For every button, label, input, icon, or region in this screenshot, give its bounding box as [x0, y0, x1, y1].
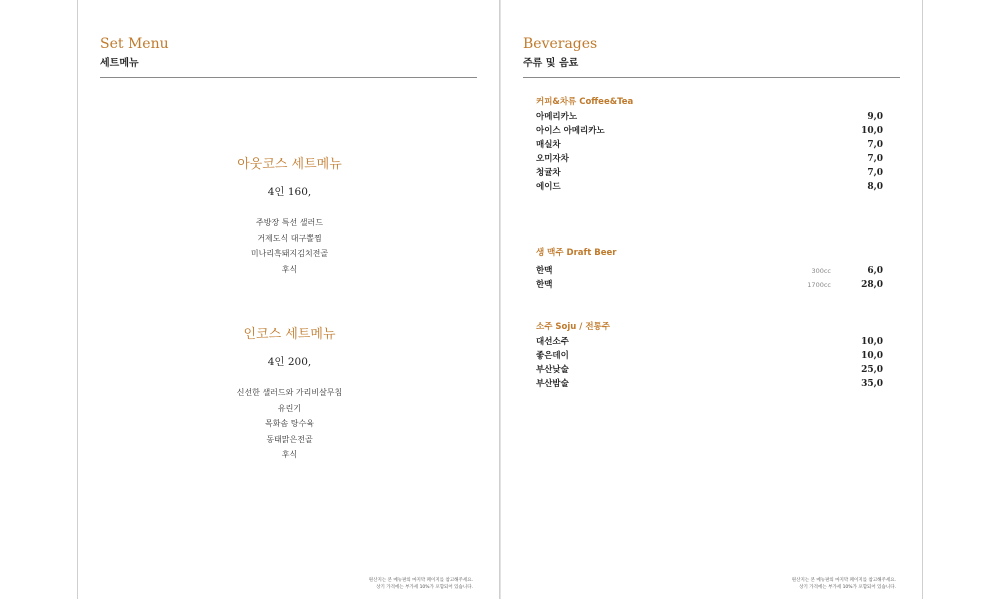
menu-item	[536, 110, 883, 124]
footnote-line: 상기 가격에는 부가세 10%가 포함되어 있습니다.	[799, 584, 896, 590]
footnote-line: 원산지는 본 메뉴판의 마지막 페이지를 참고해주세요.	[368, 578, 473, 583]
menu-item	[536, 152, 883, 166]
item-price: 10,0	[861, 126, 883, 136]
beverages-subtitle: 주류 및 음료	[523, 58, 579, 69]
item-price: 7,0	[867, 168, 883, 178]
header-divider	[523, 77, 900, 78]
menu-item	[536, 166, 883, 180]
set-incourse	[78, 323, 501, 463]
menu-item	[536, 377, 883, 391]
set-item: 후식	[281, 450, 298, 459]
set-item: 주방장 특선 샐러드	[256, 218, 323, 227]
footnote-line: 상기 가격에는 부가세 10%가 포함되어 있습니다.	[376, 584, 473, 590]
item-price: 35,0	[861, 379, 883, 389]
item-name: 부산낮술	[536, 365, 569, 375]
item-name: 오미자차	[536, 154, 569, 164]
item-name: 에이드	[536, 182, 561, 192]
section-draft-beer	[536, 246, 883, 292]
menu-item	[536, 349, 883, 363]
set-item: 후식	[281, 264, 298, 274]
set-item: 유린기	[277, 403, 302, 413]
item-price: 10,0	[861, 351, 883, 361]
section-heading: 커피&차류 Coffee&Tea	[536, 97, 634, 107]
item-price: 9,0	[867, 112, 883, 122]
item-price: 28,0	[861, 280, 883, 290]
footnote-line: 원산지는 본 메뉴판의 마지막 페이지를 참고해주세요.	[791, 578, 896, 583]
item-name: 매실차	[536, 140, 561, 150]
menu-item	[536, 180, 883, 194]
set-menu-title: Set Menu	[100, 36, 169, 52]
set-item: 목화솜 탕수육	[265, 419, 314, 428]
item-name: 아메리카노	[536, 112, 578, 122]
set-outcourse	[78, 153, 501, 277]
item-name: 부산밤술	[536, 379, 569, 389]
item-price: 25,0	[861, 365, 883, 375]
section-coffee-tea	[536, 95, 883, 194]
menu-item	[536, 264, 883, 278]
item-name: 청귤차	[536, 168, 561, 178]
set-price: 4인 200,	[267, 356, 312, 368]
header-divider	[100, 77, 477, 78]
section-heading: 생 맥주 Draft Beer	[536, 248, 617, 258]
menu-item	[536, 124, 883, 138]
item-name: 한맥	[536, 280, 553, 290]
footnote	[369, 578, 473, 591]
set-menu-subtitle: 세트메뉴	[100, 58, 139, 69]
set-item: 동태맑은전골	[266, 434, 313, 444]
item-name: 아이스 아메리카노	[536, 126, 605, 136]
item-volume: 1700cc	[807, 281, 831, 289]
section-soju	[536, 320, 883, 391]
menu-item	[536, 335, 883, 349]
item-price: 7,0	[867, 154, 883, 164]
set-price: 4인 160,	[267, 186, 312, 198]
item-price: 6,0	[867, 266, 883, 276]
item-price: 7,0	[867, 140, 883, 150]
section-heading: 소주 Soju / 전통주	[536, 322, 610, 332]
menu-item	[536, 138, 883, 152]
beverages-page	[500, 0, 923, 599]
item-name: 좋은데이	[536, 351, 569, 361]
footnote	[792, 578, 896, 591]
item-name: 한맥	[536, 266, 553, 276]
menu-item	[536, 363, 883, 377]
beverages-title: Beverages	[523, 36, 598, 52]
set-item: 거제도식 대구뽈찜	[257, 233, 322, 243]
item-price: 8,0	[867, 182, 883, 192]
menu-item	[536, 278, 883, 292]
set-item: 미나리흑돼지김치전골	[250, 249, 329, 258]
set-menu-page	[77, 0, 500, 599]
set-name: 아웃코스 세트메뉴	[237, 157, 342, 172]
set-item: 신선한 샐러드와 가리비살무침	[236, 388, 343, 397]
set-name: 인코스 세트메뉴	[243, 327, 336, 342]
item-price: 10,0	[861, 337, 883, 347]
item-name: 대선소주	[536, 337, 569, 347]
item-volume: 300cc	[811, 267, 831, 275]
